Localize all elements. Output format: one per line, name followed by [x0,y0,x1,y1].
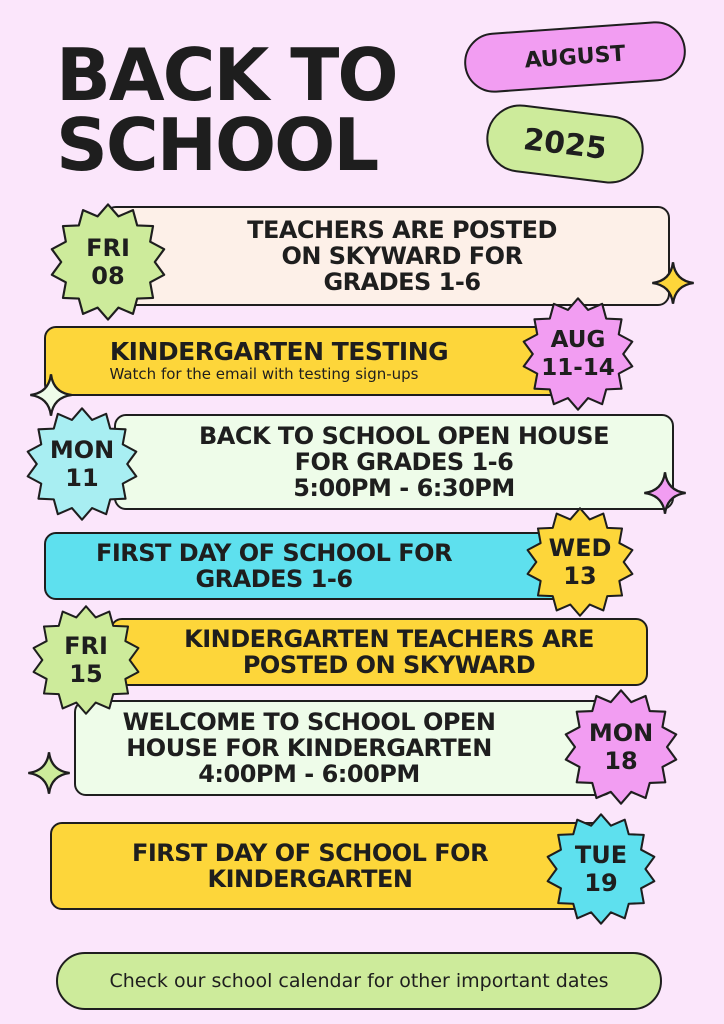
badge-date: 11-14 [541,355,615,381]
event-title-line: TEACHERS ARE POSTED [247,216,557,244]
date-badge-wed-13 [524,506,636,618]
title-line-2: SCHOOL [56,103,378,187]
sparkle-icon [642,470,688,516]
badge-date: 11 [65,464,99,492]
footer-note [56,952,662,1010]
footer-text: Check our school calendar for other important dates [109,970,609,992]
date-badge-aug-11-14 [520,296,636,412]
event-title-line: 5:00PM - 6:30PM [293,474,515,502]
event-title-line: WELCOME TO SCHOOL OPEN [122,708,496,736]
date-badge-fri-15 [30,604,142,716]
event-bar-first-day-kindergarten [50,822,610,910]
badge-day: WED [548,534,612,562]
page-title [56,33,397,187]
event-bar-teachers-posted [104,206,670,306]
event-title-line: KINDERGARTEN TEACHERS ARE [184,625,594,653]
event-title-line: BACK TO SCHOOL OPEN HOUSE [199,422,609,450]
badge-day: MON [49,436,115,464]
event-title-line: GRADES 1-6 [323,268,481,296]
event-title-line: KINDERGARTEN TESTING [109,337,449,366]
event-title-line: KINDERGARTEN [207,865,413,893]
event-title-line: HOUSE FOR KINDERGARTEN [126,734,492,762]
event-title-line: FOR GRADES 1-6 [294,448,514,476]
event-bar-welcome-open-house [74,700,614,796]
sparkle-icon [650,260,696,306]
event-title-line: 4:00PM - 6:00PM [198,760,420,788]
badge-date: 08 [91,262,125,290]
badge-date: 15 [69,660,103,688]
event-title-line: GRADES 1-6 [195,565,353,593]
badge-date: 18 [604,747,638,775]
date-badge-tue-19 [544,812,658,926]
badge-date: 13 [563,562,597,590]
event-title-line: FIRST DAY OF SCHOOL FOR [131,839,489,867]
badge-day: MON [588,719,654,747]
sparkle-icon [26,750,72,796]
event-title-line: FIRST DAY OF SCHOOL FOR [95,539,453,567]
month-pill [462,19,688,94]
event-subtitle: Watch for the email with testing sign-ups [109,365,419,383]
event-title-line: POSTED ON SKYWARD [242,651,536,679]
event-title-line: ON SKYWARD FOR [281,242,523,270]
badge-day: AUG [550,327,606,353]
badge-date: 19 [584,869,618,897]
event-bar-first-day-grades [44,532,604,600]
date-badge-mon-18 [562,688,680,806]
date-badge-fri-08 [48,202,168,322]
sparkle-icon [28,372,74,418]
event-bar-k-teachers-posted [110,618,648,686]
title-line-1: BACK TO [56,33,397,117]
month-label: AUGUST [523,41,627,73]
year-pill [482,101,647,188]
date-badge-mon-11 [24,406,140,522]
year-label: 2025 [521,121,609,167]
badge-day: FRI [86,234,130,262]
badge-day: TUE [574,841,628,869]
badge-day: FRI [64,632,108,660]
event-bar-open-house-grades [114,414,674,510]
